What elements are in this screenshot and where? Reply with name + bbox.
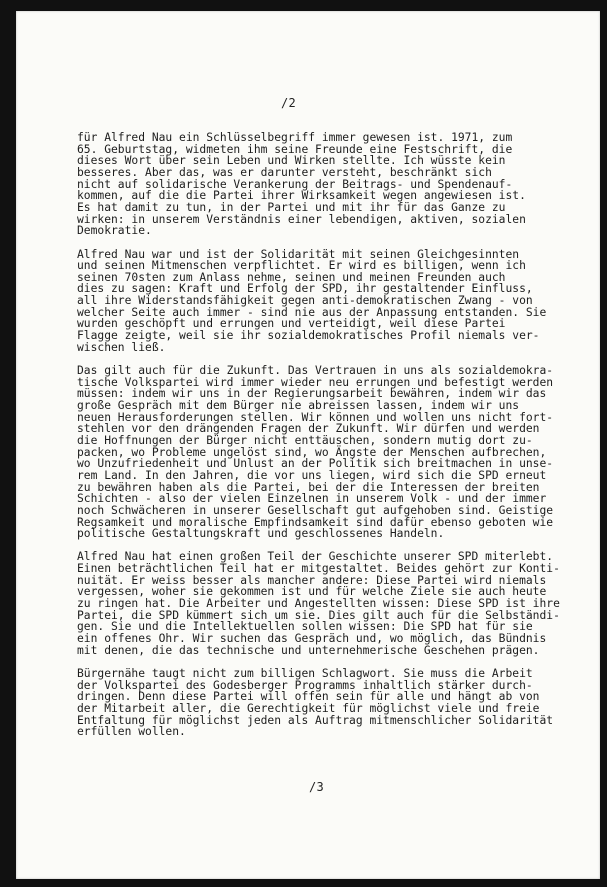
text-line: Einen beträchtlichen Teil hat er mitgestaltet. Beides gehört zur Konti-	[77, 562, 560, 576]
text-line: packen, wo Probleme ungelöst sind, wo Ängste der Menschen aufbrechen,	[77, 445, 547, 459]
text-line: politische Gestaltungskraft und geschlossenes Handeln.	[77, 527, 445, 541]
page-number-continuation: /3	[309, 780, 325, 794]
text-line: besseres. Aber das, was er darunter versteht, beschränkt sich	[77, 165, 492, 179]
text-line: seinen 70sten zum Anlass nehme, seinen und meinen Freunden auch	[77, 270, 506, 284]
letter-body	[77, 132, 587, 749]
text-line: wirken: in unserem Verständnis einer lebendigen, aktiven, sozialen	[77, 212, 526, 226]
text-line: Schichten - also der vielen Einzelnen in unserem Volk - und der immer	[77, 492, 547, 506]
text-line: wischen ließ.	[77, 340, 166, 354]
text-line: dieses Wort über sein Leben und Wirken stellte. Ich wüsste kein	[77, 154, 506, 168]
text-line: Bürgernähe taugt nicht zum billigen Schlagwort. Sie muss die Arbeit	[77, 666, 533, 680]
text-line: kommen, auf die die Partei ihrer Wirksamkeit wegen angewiesen ist.	[77, 189, 526, 203]
page-number-top: /2	[281, 96, 297, 110]
text-line: für Alfred Nau ein Schlüsselbegriff immer gewesen ist. 1971, zum	[77, 131, 513, 144]
text-line: Partei, die SPD kümmert sich um sie. Dies gilt auch für die Selbständi-	[77, 608, 560, 622]
text-line: vergessen, woher sie gekommen ist und für welche Ziele sie auch heute	[77, 585, 547, 599]
text-line: Alfred Nau war und ist der Solidarität mit seinen Gleichgesinnten	[77, 247, 520, 261]
text-line: Regsamkeit und moralische Empfindsamkeit sind dafür ebenso geboten wie	[77, 515, 554, 529]
text-line: Es hat damit zu tun, in der Partei und mit ihr für das Ganze zu	[77, 200, 506, 214]
text-line: stehlen vor den drängenden Fragen der Zukunft. Wir dürfen und werden	[77, 422, 540, 436]
text-line: wo Unzufriedenheit und Unlust an der Politik sich breitmachen in unse-	[77, 457, 554, 471]
paragraph	[77, 249, 587, 354]
paragraph	[77, 132, 587, 237]
text-line: und seinen Mitmenschen verpflichtet. Er wird es billigen, wenn ich	[77, 259, 526, 273]
text-line: zu bewähren haben als die Partei, bei der die Interessen der breiten	[77, 480, 540, 494]
text-line: gen. Sie und die Intellektuellen sollen wissen: Die SPD hat für sie	[77, 620, 533, 634]
paragraph	[77, 551, 587, 656]
paragraph	[77, 668, 587, 738]
text-line: Entfaltung für möglichst jeden als Auftrag mitmenschlicher Solidarität	[77, 713, 554, 727]
text-line: zu ringen hat. Die Arbeiter und Angestellten wissen: Diese SPD ist ihre	[77, 597, 560, 611]
text-line: all ihre Widerstandsfähigkeit gegen anti-demokratischen Zwang - von	[77, 294, 533, 308]
text-line: Das gilt auch für die Zukunft. Das Vertrauen in uns als sozialdemokra-	[77, 364, 554, 377]
text-line: welcher Seite auch immer - sind nie aus der Anpassung entstanden. Sie	[77, 305, 547, 319]
text-line: nicht auf solidarische Verankerung der Beitrags- und Spendenauf-	[77, 177, 513, 191]
document-page	[16, 11, 600, 879]
text-line: müssen: indem wir uns in der Regierungsarbeit bewähren, indem wir das	[77, 387, 547, 401]
text-line: Alfred Nau hat einen großen Teil der Geschichte unserer SPD miterlebt.	[77, 550, 554, 564]
text-line: der Mitarbeit aller, die Gerechtigkeit für möglichst viele und freie	[77, 701, 540, 715]
text-line: erfüllen wollen.	[77, 725, 186, 739]
text-line: ein offenes Ohr. Wir suchen das Gespräch und, wo möglich, das Bündnis	[77, 632, 547, 646]
text-line: dies zu sagen: Kraft und Erfolg der SPD, ihr gestaltender Einfluss,	[77, 282, 533, 296]
text-line: Demokratie.	[77, 224, 152, 238]
text-line: wurden geschöpft und errungen und verteidigt, weil diese Partei	[77, 317, 506, 331]
text-line: noch Schwächeren in unserer Gesellschaft gut aufgehoben sind. Geistige	[77, 503, 554, 517]
text-line: nuität. Er weiss besser als mancher andere: Diese Partei wird niemals	[77, 573, 547, 587]
text-line: 65. Geburtstag, widmeten ihm seine Freunde eine Festschrift, die	[77, 142, 513, 156]
text-line: dringen. Denn diese Partei will offen sein für alle und hängt ab von	[77, 690, 540, 704]
text-line: die Hoffnungen der Bürger nicht enttäuschen, sondern mutig dort zu-	[77, 433, 533, 447]
text-line: rem Land. In den Jahren, die vor uns liegen, wird sich die SPD erneut	[77, 468, 547, 482]
text-line: tische Volkspartei wird immer wieder neu errungen und befestigt werden	[77, 375, 554, 389]
text-line: große Gespräch mit dem Bürger nie abreissen lassen, indem wir uns	[77, 398, 520, 412]
text-line: der Volkspartei des Godesberger Programms inhaltlich stärker durch-	[77, 678, 533, 692]
text-line: mit denen, die das technische und unternehmerische Geschehen prägen.	[77, 643, 540, 657]
text-line: neuen Herausforderungen stellen. Wir können und wollen uns nicht fort-	[77, 410, 554, 424]
paragraph	[77, 365, 587, 540]
text-line: Flagge zeigte, weil sie ihr sozialdemokratisches Profil niemals ver-	[77, 329, 540, 343]
